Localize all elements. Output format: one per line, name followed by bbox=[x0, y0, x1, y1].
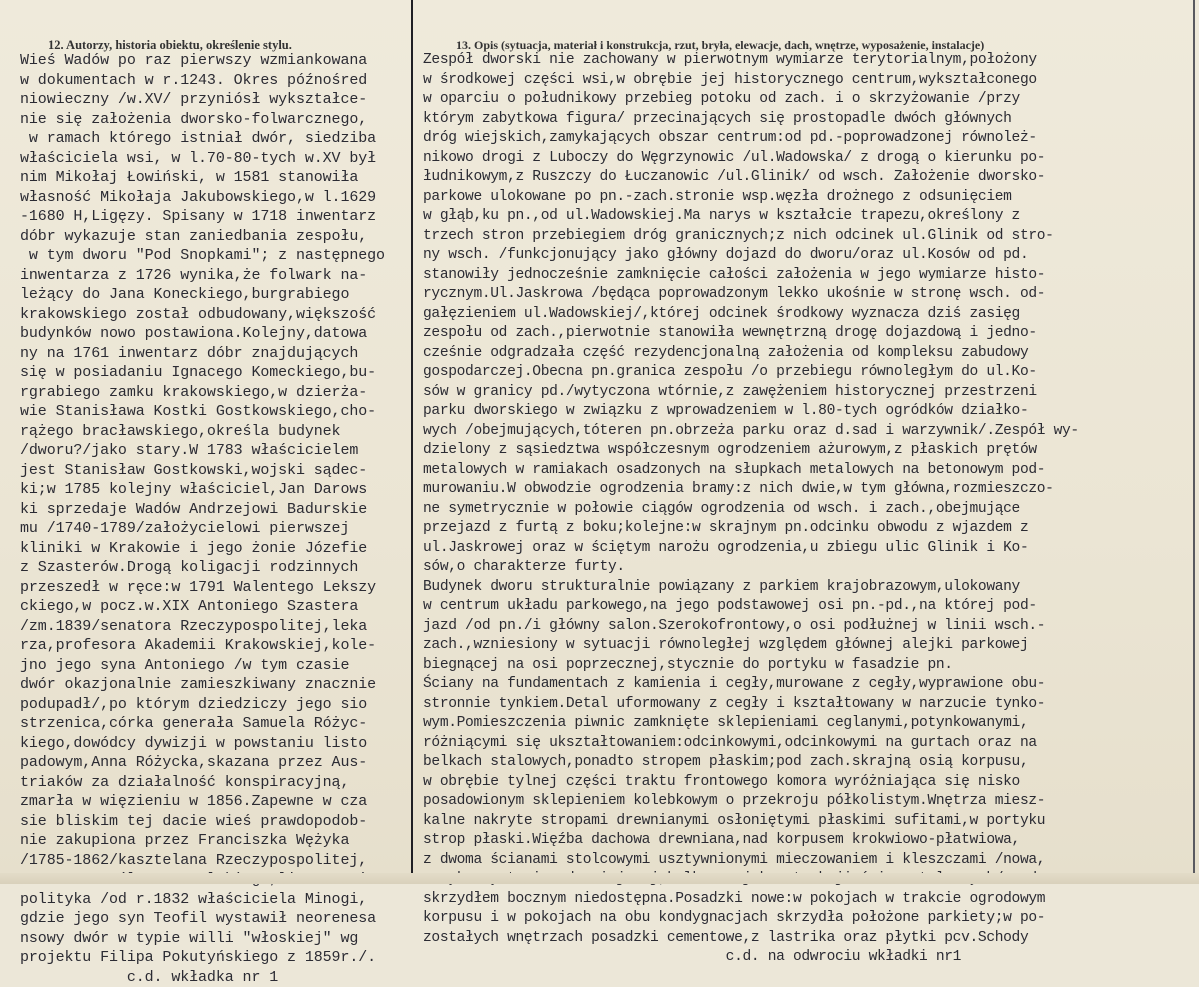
text-line: z dwoma ścianami stolcowymi usztywnionymi mieczowaniem i kleszczami /nowa, bbox=[423, 851, 1079, 871]
text-line: różniącymi się ukształtowaniem:odcinkowymi,odcinkowymi na gurtach oraz na bbox=[423, 734, 1079, 754]
history-text-column bbox=[20, 51, 385, 987]
text-line: gospodarczej.Obecna pn.granica zespołu /o przebiegu równoległym do ul.Ko- bbox=[423, 363, 1079, 383]
text-line: zostałych wnętrzach posadzki cementowe,z lastrika oraz płytki pcv.Schody bbox=[423, 929, 1079, 949]
text-line: /zm.1839/senatora Rzeczypospolitej,leka bbox=[20, 617, 385, 637]
text-line: skrzydłem bocznym niedostępna.Posadzki nowe:w pokojach w trakcie ogrodowym bbox=[423, 890, 1079, 910]
text-line: metalowych w ramiakach osadzonych na słupkach metalowych na betonowym pod- bbox=[423, 461, 1079, 481]
text-line: kiego,dowódcy dywizji w powstaniu listo bbox=[20, 734, 385, 754]
text-line: mu /1740-1789/założycielowi pierwszej bbox=[20, 519, 385, 539]
right-border bbox=[1193, 0, 1195, 884]
text-line: wie Stanisława Kostki Gostkowskiego,cho- bbox=[20, 402, 385, 422]
text-line: nie zakupiona przez Franciszka Wężyka bbox=[20, 831, 385, 851]
text-line: jest Stanisław Gostkowski,wojski sądec- bbox=[20, 461, 385, 481]
text-line: niowieczny /w.XV/ przyniósł wykształce- bbox=[20, 90, 385, 110]
text-line: krakowskiego został odbudowany,większość bbox=[20, 305, 385, 325]
text-line: parkowe ulokowane po pn.-zach.stronie wsp.węzła drożnego z odsunięciem bbox=[423, 188, 1079, 208]
text-line: dróg wiejskich,zamykających obszar centrum:od pd.-poprowadzonej równoleż- bbox=[423, 129, 1079, 149]
text-line: -1680 H,Ligęzy. Spisany w 1718 inwentarz bbox=[20, 207, 385, 227]
text-line: przeszedł w ręce:w 1791 Walentego Lekszy bbox=[20, 578, 385, 598]
text-line: ny wsch. /funkcjonujący jako główny dojazd do dworu/oraz ul.Kosów od pd. bbox=[423, 246, 1079, 266]
text-line: jazd /od pn./i główny salon.Szerokofrontowy,o osi podłużnej w linii wsch.- bbox=[423, 617, 1079, 637]
text-line: leżący do Jana Koneckiego,burgrabiego bbox=[20, 285, 385, 305]
text-line: zmarła w więzieniu w 1856.Zapewne w cza bbox=[20, 792, 385, 812]
text-line: parku dworskiego w związku z wprowadzeniem w l.80-tych ogródków działko- bbox=[423, 402, 1079, 422]
text-line: c.d. na odwrociu wkładki nr1 bbox=[423, 948, 1079, 968]
text-line: budynków nowo postawiona.Kolejny,datowa bbox=[20, 324, 385, 344]
text-line: ckiego,w pocz.w.XIX Antoniego Szastera bbox=[20, 597, 385, 617]
text-line: przejazd z furtą z boku;kolejne:w skrajnym pn.odcinku obwodu z wjazdem z bbox=[423, 519, 1079, 539]
text-line: projektu Filipa Pokutyńskiego z 1859r./. bbox=[20, 948, 385, 968]
text-line: /1785-1862/kasztelana Rzeczypospolitej, bbox=[20, 851, 385, 871]
text-line: Zespół dworski nie zachowany w pierwotnym wymiarze terytorialnym,położony bbox=[423, 51, 1079, 71]
text-line: triaków za działalność konspiracyjną, bbox=[20, 773, 385, 793]
text-line: polityka /od r.1832 właściciela Minogi, bbox=[20, 890, 385, 910]
text-line: kliniki w Krakowie i jego żonie Józefie bbox=[20, 539, 385, 559]
text-line: sów,o charakterze furty. bbox=[423, 558, 1079, 578]
text-line: Budynek dworu strukturalnie powiązany z parkiem krajobrazowym,ulokowany bbox=[423, 578, 1079, 598]
text-line: korpusu i w pokojach na obu kondygnacjach skrzydła położone parkiety;w po- bbox=[423, 909, 1079, 929]
text-line: nsowy dwór w typie willi "włoskiej" wg bbox=[20, 929, 385, 949]
text-line: łudnikowym,z Ruszczy do Łuczanowic /ul.Glinik/ od wsch. Założenie dworsko- bbox=[423, 168, 1079, 188]
text-line: Wieś Wadów po raz pierwszy wzmiankowana bbox=[20, 51, 385, 71]
column-divider bbox=[411, 0, 413, 884]
text-line: z Szasterów.Drogą koligacji rodzinnych bbox=[20, 558, 385, 578]
text-line: się w posiadaniu Ignacego Komeckiego,bu- bbox=[20, 363, 385, 383]
text-line: biegnącej na osi poprzecznej,stycznie do portyku w fasadzie pn. bbox=[423, 656, 1079, 676]
text-line: trzech stron przebiegiem dróg granicznych;z nich odcinek ul.Glinik od stro- bbox=[423, 227, 1079, 247]
text-line: rza,profesora Akademii Krakowskiej,kole- bbox=[20, 636, 385, 656]
text-line: rycznym.Ul.Jaskrowa /będąca poprowadzonym lekko ukośnie w stronę wsch. od- bbox=[423, 285, 1079, 305]
text-line: padowym,Anna Różycka,skazana przez Aus- bbox=[20, 753, 385, 773]
text-line: w głąb,ku pn.,od ul.Wadowskiej.Ma narys w kształcie trapezu,określony z bbox=[423, 207, 1079, 227]
text-line: ki;w 1785 kolejny właściciel,Jan Darows bbox=[20, 480, 385, 500]
text-line: nikowo drogi z Luboczy do Węgrzynowic /ul.Wadowska/ z drogą o kierunku po- bbox=[423, 149, 1079, 169]
text-line: dwór okazjonalnie zamieszkiwany znacznie bbox=[20, 675, 385, 695]
section-12-heading: 12. Autorzy, historia obiektu, określenie stylu. bbox=[48, 38, 292, 53]
text-line: zach.,wzniesiony w sytuacji równoległej względem głównej alejki parkowej bbox=[423, 636, 1079, 656]
text-line: w środkowej części wsi,w obrębie jej historycznego centrum,wykształconego bbox=[423, 71, 1079, 91]
text-line: w dokumentach w r.1243. Okres późnośred bbox=[20, 71, 385, 91]
text-line: gałęzieniem ul.Wadowskiej/,której odcinek środkowy wyznacza dziś zasięg bbox=[423, 305, 1079, 325]
text-line: w obrębie tylnej części traktu frontowego komora wyróżniająca się nisko bbox=[423, 773, 1079, 793]
bottom-strip bbox=[0, 873, 1199, 884]
text-line: rążego bracławskiego,określa budynek bbox=[20, 422, 385, 442]
text-line: strzenica,córka generała Samuela Różyc- bbox=[20, 714, 385, 734]
text-line: rgrabiego zamku krakowskiego,w dzierża- bbox=[20, 383, 385, 403]
text-line: wych /obejmujących,tóteren pn.obrzeża parku oraz d.sad i warzywnik/.Zespół wy- bbox=[423, 422, 1079, 442]
text-line: gdzie jego syn Teofil wystawił neorenesa bbox=[20, 909, 385, 929]
text-line: sów w granicy pd./wytyczona wtórnie,z zawężeniem historycznej przestrzeni bbox=[423, 383, 1079, 403]
text-line: ne symetrycznie w połowie ciągów ogrodzenia od wsch. i zach.,obejmujące bbox=[423, 500, 1079, 520]
text-line: własność Mikołaja Jakubowskiego,w l.1629 bbox=[20, 188, 385, 208]
text-line: stanowiły jednocześnie zamknięcie całości założenia w jego wymiarze histo- bbox=[423, 266, 1079, 286]
text-line: Ściany na fundamentach z kamienia i cegły,murowane z cegły,wyprawione obu- bbox=[423, 675, 1079, 695]
text-line: dóbr wykazuje stan zaniedbania zespołu, bbox=[20, 227, 385, 247]
text-line: inwentarza z 1726 wynika,że folwark na- bbox=[20, 266, 385, 286]
text-line: belkach stalowych,ponadto stropem płaskim;pod zach.skrajną osią korpusu, bbox=[423, 753, 1079, 773]
text-line: strop płaski.Więźba dachowa drewniana,nad korpusem krokwiowo-płatwiowa, bbox=[423, 831, 1079, 851]
section-13-heading: 13. Opis (sytuacja, materiał i konstrukcja, rzut, bryła, elewacje, dach, wnętrze, wyposażenie, instalacje) bbox=[456, 38, 984, 53]
text-line: nie się założenia dworsko-folwarcznego, bbox=[20, 110, 385, 130]
text-line: podupadł/,po którym dziedziczy jego sio bbox=[20, 695, 385, 715]
text-line: zespołu od zach.,pierwotnie stanowiła wewnętrzną drogę dojazdową i jedno- bbox=[423, 324, 1079, 344]
text-line: kalne nakryte stropami drewnianymi osłoniętymi płaskimi sufitami,w portyku bbox=[423, 812, 1079, 832]
text-line: ki sprzedaje Wadów Andrzejowi Badurskie bbox=[20, 500, 385, 520]
description-text-column bbox=[423, 51, 1079, 968]
text-line: murowaniu.W obwodzie ogrodzenia bramy:z nich dwie,w tym główna,rozmieszczo- bbox=[423, 480, 1079, 500]
text-line: stronnie tynkiem.Detal uformowany z cegły i kształtowany w narzucie tynko- bbox=[423, 695, 1079, 715]
text-line: /dworu?/jako stary.W 1783 właścicielem bbox=[20, 441, 385, 461]
text-line: ny na 1761 inwentarz dóbr znajdujących bbox=[20, 344, 385, 364]
text-line: nim Mikołaj Łowiński, w 1581 stanowiła bbox=[20, 168, 385, 188]
text-line: posadowionym sklepieniem kolebkowym o przekroju półkolistym.Wnętrza miesz- bbox=[423, 792, 1079, 812]
text-line: sie bliskim tej dacie wieś prawdopodob- bbox=[20, 812, 385, 832]
text-line: którym zabytkowa figura/ przecinających się prostopadle dwóch głównych bbox=[423, 110, 1079, 130]
text-line: wym.Pomieszczenia piwnic zamknięte sklepieniami ceglanymi,potynkowanymi, bbox=[423, 714, 1079, 734]
text-line: w tym dworu "Pod Snopkami"; z następnego bbox=[20, 246, 385, 266]
text-line: ul.Jaskrowej oraz w ściętym narożu ogrodzenia,u zbiegu ulic Glinik i Ko- bbox=[423, 539, 1079, 559]
text-line: w ramach którego istniał dwór, siedziba bbox=[20, 129, 385, 149]
text-line: jno jego syna Antoniego /w tym czasie bbox=[20, 656, 385, 676]
text-line: w oparciu o południkowy przebieg potoku od zach. i o skrzyżowanie /przy bbox=[423, 90, 1079, 110]
text-line: c.d. wkładka nr 1 bbox=[20, 968, 385, 987]
text-line: dzielony z sąsiedztwa współczesnym ogrodzeniem ażurowym,z płaskich prętów bbox=[423, 441, 1079, 461]
text-line: w centrum układu parkowego,na jego podstawowej osi pn.-pd.,na której pod- bbox=[423, 597, 1079, 617]
text-line: właściciela wsi, w l.70-80-tych w.XV był bbox=[20, 149, 385, 169]
text-line: cześnie odgradzała część rezydencjonalną założenia od kompleksu zabudowy bbox=[423, 344, 1079, 364]
